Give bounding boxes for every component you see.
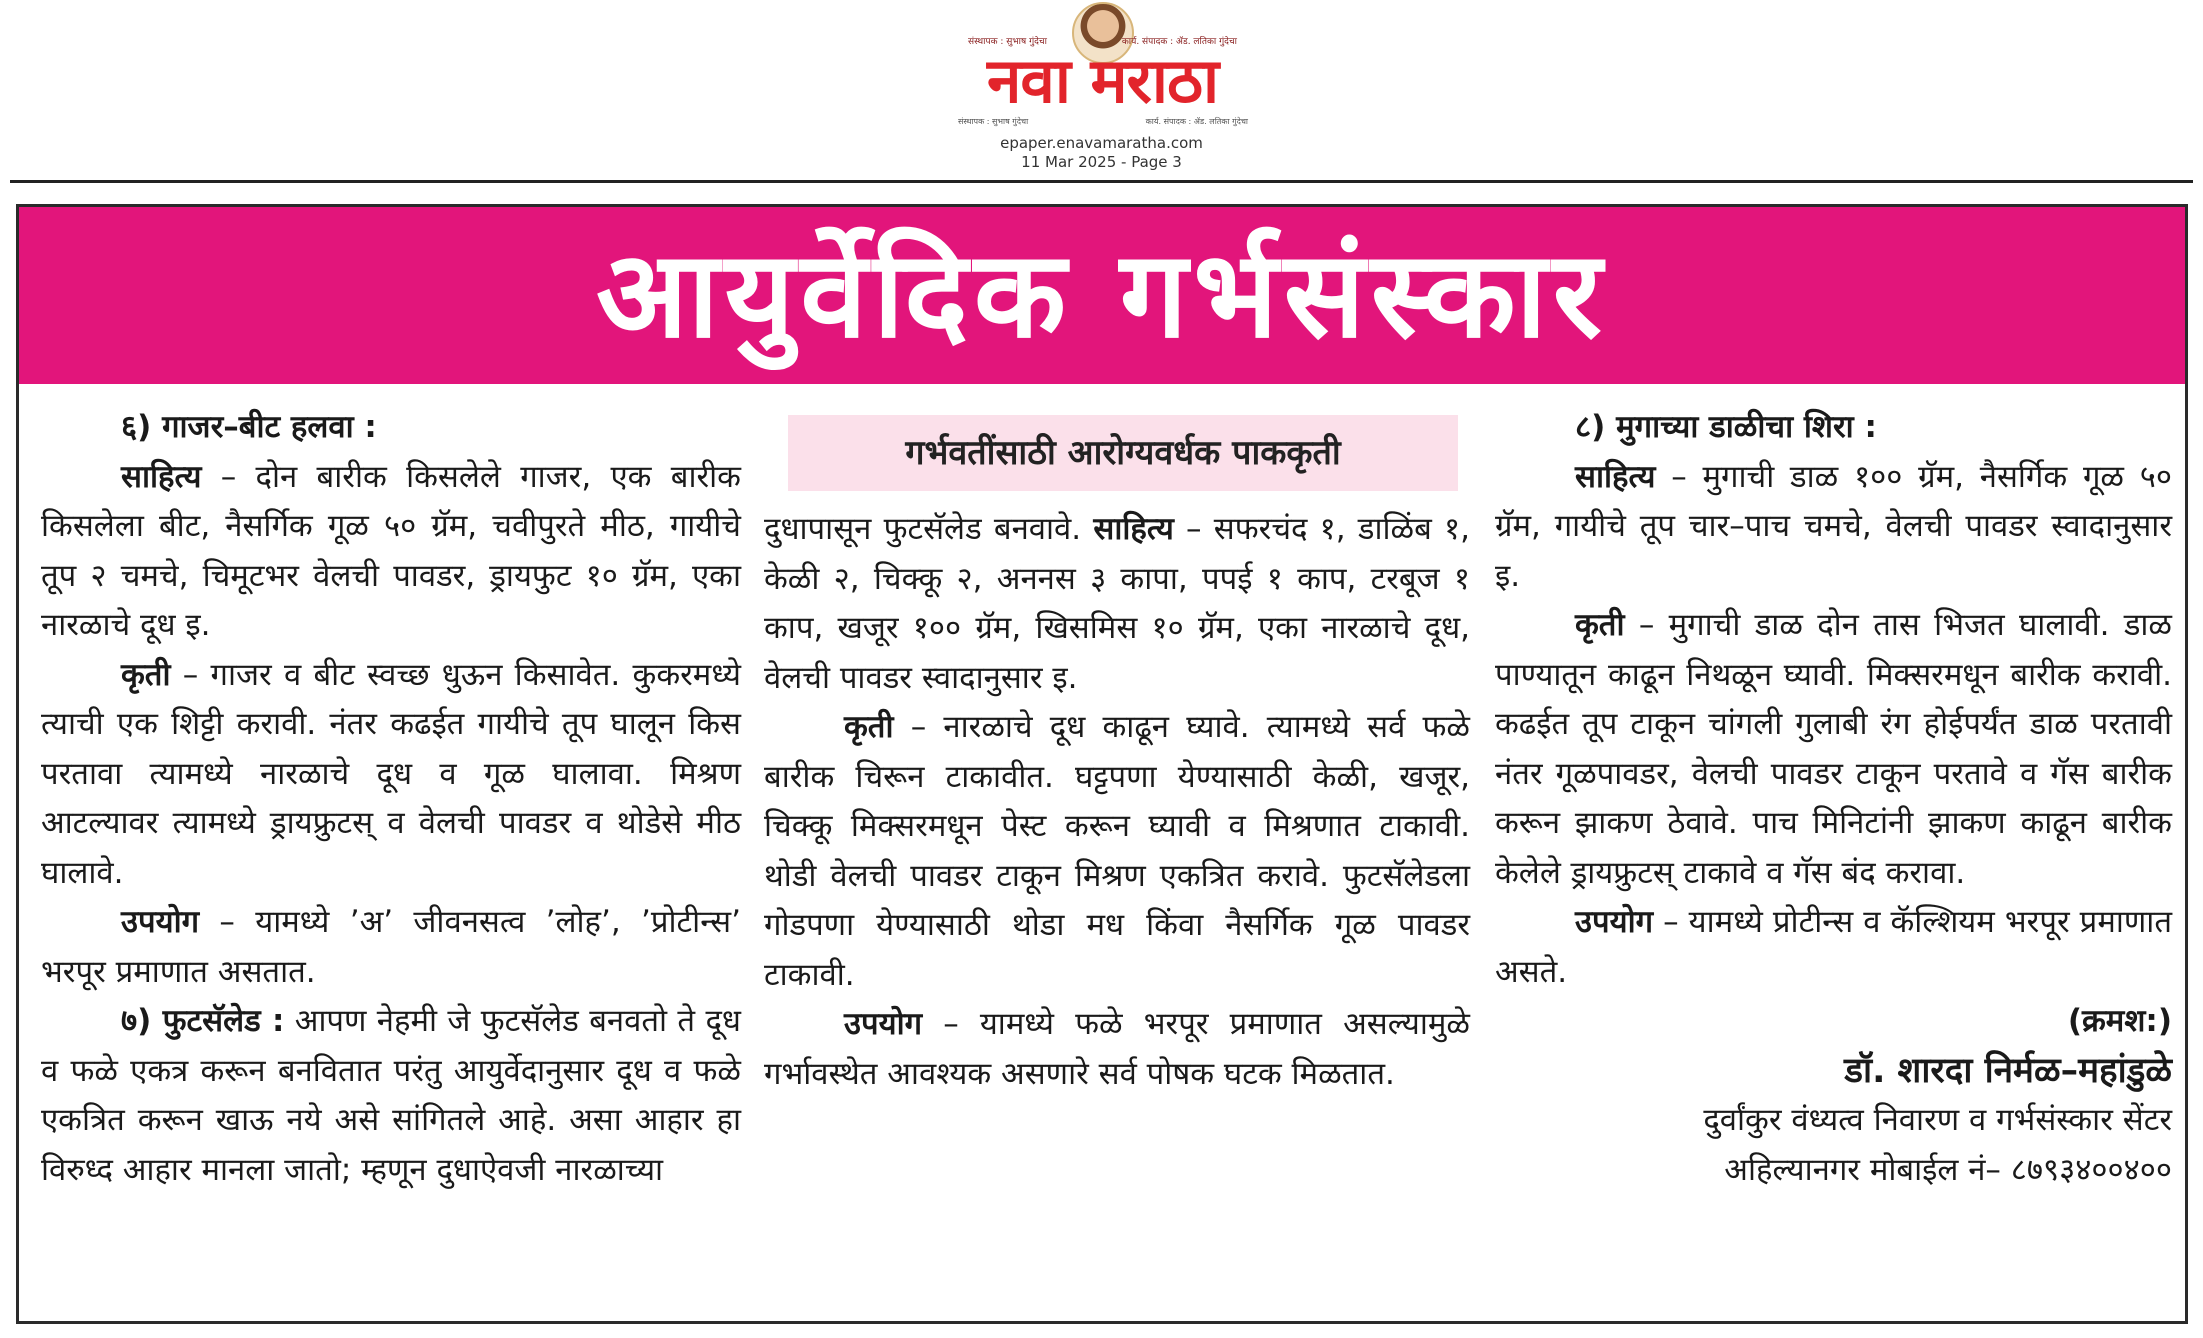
site-url[interactable]: epaper.enavamaratha.com xyxy=(1000,134,1203,152)
method-text: – नारळाचे दूध काढून घ्यावे. त्यामध्ये सर्व फळे बारीक चिरून टाकावीत. घट्टपणा येण्यासाठी केळी, खजूर, चिक्कू मिक्सरमधून पेस्ट करून घ्यावी व मिश्रणात टाकावी. थोडी वेलची पावडर टाकून मिश्रण एकत्रित करावे. फुटसॅलेडला गोडपणा येण्यासाठी थोडा मध किंवा नैसर्गिक गूळ पावडर टाकावी. xyxy=(764,709,1470,993)
benefits-label: उपयोग xyxy=(121,904,200,940)
method-text: – गाजर व बीट स्वच्छ धुऊन किसावेत. कुकरमध्ये त्याची एक शिट्टी करावी. नंतर कढईत गायीचे तूप घालून किस परतावा त्यामध्ये नारळाचे दूध व गूळ घालावा. मिश्रण आटल्यावर त्यामध्ये ड्रायफ्रुटस् व वेलची पावडर व थोडेसे मीठ घालावे. xyxy=(41,656,741,891)
logo-sub-left: संस्थापक : सुभाष गुंदेचा xyxy=(958,117,1029,126)
logo-tagline-right: कार्य. संपादक : ॲड. लतिका गुंदेचा xyxy=(1121,37,1237,47)
recipe-6-title: ६) गाजर–बीट हलवा : xyxy=(121,409,377,445)
ingredients-label: साहित्य xyxy=(1575,458,1656,495)
logo-wordmark: नवा मराठा xyxy=(986,44,1219,117)
recipe-8-title: ८) मुगाच्या डाळीचा शिरा : xyxy=(1575,409,1877,445)
section-subhead: गर्भवतींसाठी आरोग्यवर्धक पाककृती xyxy=(788,415,1458,491)
article-frame xyxy=(16,204,2188,1324)
author-name: डॉ. शारदा निर्मळ–महांडुळे xyxy=(1844,1050,2172,1091)
ingredients-text: – सफरचंद १, डाळिंब १, केळी २, चिक्कू २, अननस ३ कापा, पपई १ काप, टरबूज १ काप, खजूर १०० ग्रॅम, खिसमिस १० ग्रॅम, एका नारळाचे दूध, वेलची पावडर स्वादानुसार इ. xyxy=(764,511,1470,696)
benefits-text: – यामध्ये ’अ’ जीवनसत्व ’लोह’, ’प्रोटीन्स’ भरपूर प्रमाणात असतात. xyxy=(41,904,741,990)
ingredients-text: – मुगाची डाळ १०० ग्रॅम, नैसर्गिक गूळ ५० ग्रॅम, गायीचे तूप चार–पाच चमचे, वेलची पावडर स्वादानुसार इ. xyxy=(1495,458,2172,594)
recipe-7-intro-text: आपण नेहमी जे फुटसॅलेड बनवतो ते दूध व फळे एकत्र करून बनवितात परंतु आयुर्वेदानुसार दूध व फळे एकत्रित करून खाऊ नये असे सांगितले आहे. असा आहार हा विरुध्द आहार मानला जातो; म्हणून दुधाऐवजी नारळाच्या xyxy=(41,1003,741,1188)
ingredients-text: – दोन बारीक किसलेले गाजर, एक बारीक किसलेला बीट, नैसर्गिक गूळ ५० ग्रॅम, चवीपुरते मीठ, गायीचे तूप २ चमचे, चिमूटभर वेलची पावडर, ड्रायफुट १० ग्रॅम, एका नारळाचे दूध इ. xyxy=(41,458,741,643)
date-page-line: 11 Mar 2025 - Page 3 xyxy=(1021,153,1182,171)
recipe-7-title: ७) फुटसॅलेड : xyxy=(121,1003,285,1039)
method-label: कृती xyxy=(121,656,171,693)
masthead xyxy=(0,0,2203,178)
method-label: कृती xyxy=(844,709,894,745)
logo-sub-right: कार्य. संपादक : ॲड. लतिका गुंदेचा xyxy=(1145,117,1248,126)
logo-tagline-left: संस्थापक : सुभाष गुंदेचा xyxy=(968,37,1047,47)
recipe-8-method xyxy=(1495,601,2172,898)
recipe-7-method xyxy=(764,703,1470,1000)
recipe-6-benefits xyxy=(41,898,741,997)
method-text: – मुगाची डाळ दोन तास भिजत घालावी. डाळ पाण्यातून काढून निथळून घ्यावी. मिक्सरमधून बारीक करावी. कढईत तूप टाकून चांगली गुलाबी रंग होईपर्यंत डाळ परतावी नंतर गूळपावडर, वेलची पावडर टाकून परतावे व गॅस बारीक करून झाकण ठेवावे. पाच मिनिटांनी झाकण काढून बारीक केलेले ड्रायफ्रुटस् टाकावे व गॅस बंद करावा. xyxy=(1495,607,2172,891)
author-contact: अहिल्यानगर मोबाईल नं– ८७९३४००४०० xyxy=(1724,1151,2172,1188)
benefits-text: – यामध्ये प्रोटीन्स व कॅल्शियम भरपूर प्रमाणात असते. xyxy=(1495,904,2172,990)
recipe-7-benefits xyxy=(764,1000,1470,1099)
ingredients-label: साहित्य xyxy=(121,458,202,495)
recipe-6-method xyxy=(41,651,741,899)
to-be-continued: (क्रमश:) xyxy=(2067,1003,2172,1039)
continuation-text: दुधापासून फुटसॅलेड बनवावे. xyxy=(764,511,1094,547)
method-label: कृती xyxy=(1575,607,1625,643)
recipe-6-ingredients xyxy=(41,453,741,651)
author-organization: दुर्वांकुर वंध्यत्व निवारण व गर्भसंस्कार सेंटर xyxy=(1703,1102,2172,1138)
ingredients-label: साहित्य xyxy=(1093,511,1174,547)
recipe-7-intro xyxy=(41,997,741,1195)
newspaper-logo[interactable] xyxy=(950,0,1255,130)
recipe-8-ingredients xyxy=(1495,453,2172,602)
header-divider xyxy=(10,180,2193,183)
title-banner xyxy=(19,207,2185,384)
article-title: आयुर्वेदिक गर्भसंस्कार xyxy=(596,226,1608,365)
logo-subline xyxy=(958,116,1248,127)
benefits-label: उपयोग xyxy=(1575,904,1654,940)
recipe-7-ingredients xyxy=(764,505,1470,703)
middle-column xyxy=(764,403,1470,1099)
benefits-text: – यामध्ये फळे भरपूर प्रमाणात असल्यामुळे गर्भावस्थेत आवश्यक असणारे सर्व पोषक घटक मिळतात. xyxy=(764,1006,1470,1092)
recipe-8-benefits xyxy=(1495,898,2172,997)
left-column xyxy=(41,403,741,1195)
right-column xyxy=(1495,403,2172,1195)
benefits-label: उपयोग xyxy=(844,1006,923,1042)
